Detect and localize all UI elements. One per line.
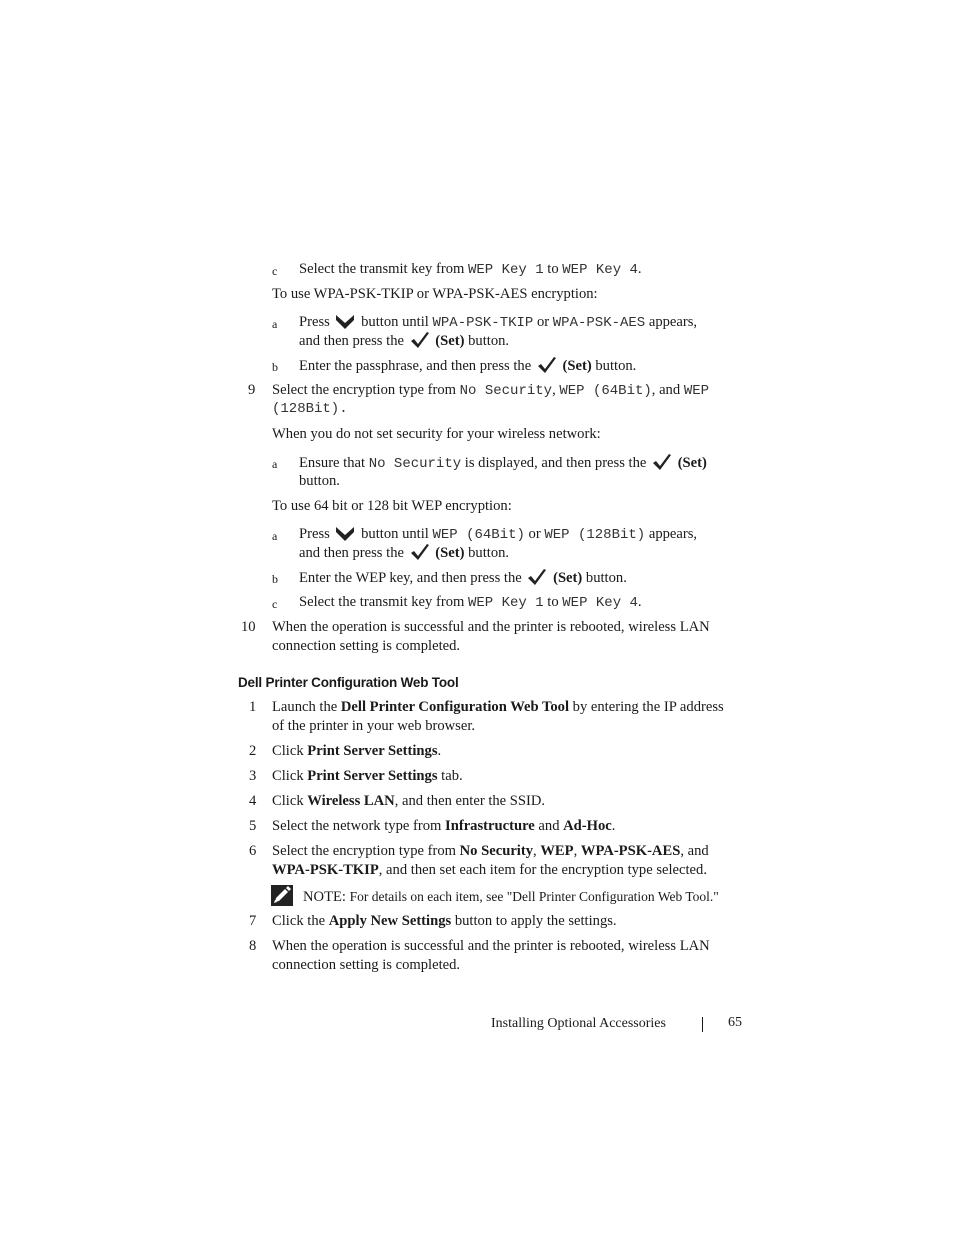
substep-text: Press button until WEP (64Bit) or WEP (128Bit) appears, [299,526,698,543]
substep-text: Select the transmit key from WEP Key 1 to WEP Key 4. [299,261,642,278]
step-text: When the operation is successful and the printer is rebooted, wireless LAN [272,938,710,954]
step-text: (128Bit). [272,401,348,417]
step-number: 8 [249,938,257,954]
down-arrow-button-icon [335,525,355,542]
nosec-intro: When you do not set security for your wireless network: [272,426,601,442]
note-pencil-icon [271,885,293,906]
checkmark-set-icon [527,568,547,586]
step-number: 2 [249,743,257,759]
page-number: 65 [728,1015,742,1030]
substep-marker: b [272,360,278,374]
step-number: 7 [249,913,257,929]
substep-text: and then press the (Set) button. [299,333,510,349]
step-number: 4 [249,793,257,809]
substep-text: Press button until WPA-PSK-TKIP or WPA-PSK-AES appears, [299,314,698,331]
step-text: Select the encryption type from No Security, WEP, WPA-PSK-AES, and [272,843,709,859]
step-text: WPA-PSK-TKIP, and then set each item for the encryption type selected. [272,862,707,878]
footer-section-title: Installing Optional Accessories [491,1016,666,1031]
substep-marker: a [272,457,278,471]
checkmark-set-icon [537,356,557,374]
checkmark-set-icon [652,453,672,471]
wpa-intro: To use WPA-PSK-TKIP or WPA-PSK-AES encryption: [272,286,598,302]
substep-text: Ensure that No Security is displayed, and then press the (Set) [299,455,707,472]
substep-text: button. [299,473,340,489]
step-number: 10 [241,619,256,635]
step-text: Click Wireless LAN, and then enter the SSID. [272,793,546,809]
step-number: 6 [249,843,257,859]
step-text: Click the Apply New Settings button to apply the settings. [272,913,617,929]
step-number: 3 [249,768,257,784]
substep-text: and then press the (Set) button. [299,545,510,561]
step-text: Click Print Server Settings. [272,743,442,759]
step-number: 1 [249,699,257,715]
step-number: 5 [249,818,257,834]
wep-intro: To use 64 bit or 128 bit WEP encryption: [272,498,512,514]
substep-marker: a [272,529,278,543]
checkmark-set-icon [410,543,430,561]
step-text: Select the network type from Infrastructure and Ad-Hoc. [272,818,616,834]
substep-text: Enter the passphrase, and then press the (Set) button. [299,358,637,374]
substep-text: Select the transmit key from WEP Key 1 to WEP Key 4. [299,594,642,611]
note-text: NOTE: For details on each item, see "Dell Printer Configuration Web Tool." [303,889,719,905]
step-text: Click Print Server Settings tab. [272,768,463,784]
substep-marker: c [272,597,278,611]
substep-marker: c [272,264,278,278]
checkmark-set-icon [410,331,430,349]
step-text: Launch the Dell Printer Configuration Web Tool by entering the IP address [272,699,724,715]
section-title: Dell Printer Configuration Web Tool [238,675,459,690]
step-text: connection setting is completed. [272,638,461,654]
step-text: When the operation is successful and the printer is rebooted, wireless LAN [272,619,710,635]
footer-separator [702,1017,703,1032]
substep-marker: a [272,317,278,331]
substep-text: Enter the WEP key, and then press the (Set) button. [299,570,627,586]
down-arrow-button-icon [335,313,355,330]
substep-marker: b [272,572,278,586]
step-text: Select the encryption type from No Security, WEP (64Bit), and WEP [272,382,710,399]
step-text: connection setting is completed. [272,957,461,973]
step-text: of the printer in your web browser. [272,718,476,734]
step-number: 9 [248,382,256,398]
